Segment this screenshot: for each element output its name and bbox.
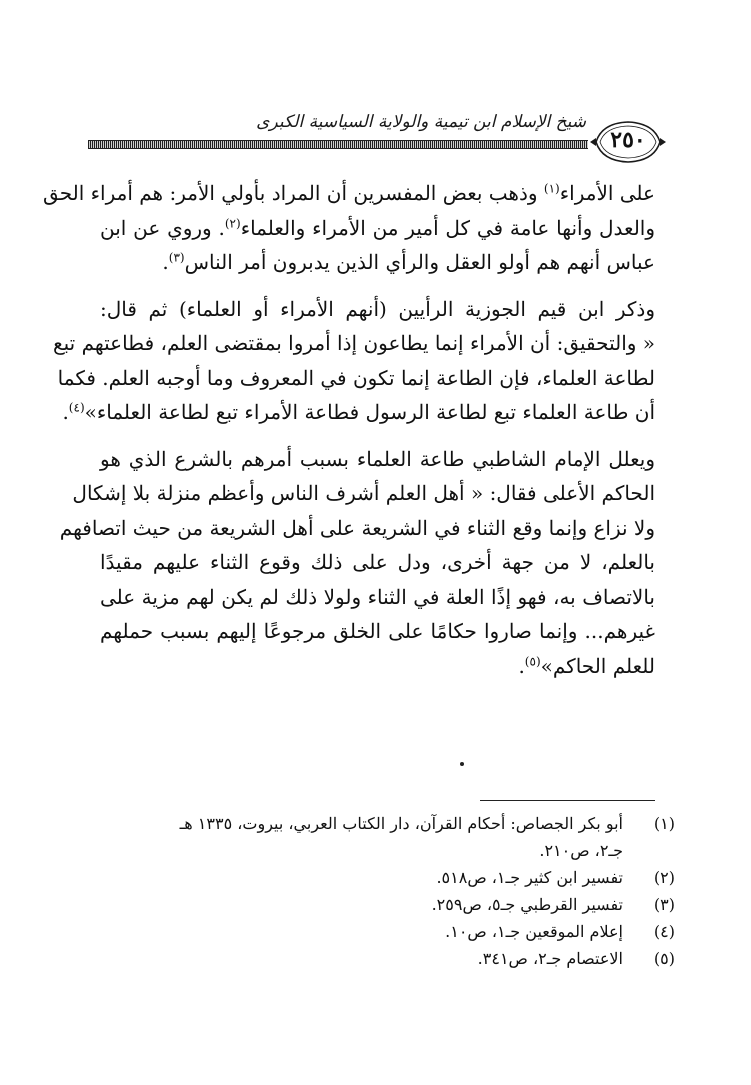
- footnote-ref: (٣): [168, 250, 185, 265]
- body-line: ويعلل الإمام الشاطبي طاعة العلماء بسبب أمرهم بالشرع الذي هو: [100, 446, 655, 471]
- paragraph-3: [59, 442, 655, 684]
- body-line: للعلم الحاكم»$^{(٥)}$.: [518, 653, 655, 678]
- body-line: غيرهم... وإنما صاروا حكامًا على الخلق مرجوعًا إليهم بسبب حملهم: [100, 619, 655, 643]
- body-line: على الأمراء$^{(١)}$ وذهب بعض المفسرين أن المراد بأولي الأمر: هم أمراء الحق: [43, 181, 655, 205]
- footnote-text: الاعتصام جـ٢، ص٣٤١.: [477, 949, 623, 968]
- footnotes: [95, 810, 675, 972]
- footnote-number: (٣): [653, 895, 675, 914]
- footnote-ref: (٢): [224, 215, 241, 230]
- footnote-text: أبو بكر الجصاص: أحكام القرآن، دار الكتاب العربي، بيروت، ١٣٣٥ هـ: [179, 814, 623, 833]
- body-line: لطاعة العلماء، فإن الطاعة إنما تكون في المعروف وما أوجبه العلم. فكما: [57, 365, 655, 390]
- body-line: بالاتصاف به، فهو إذًا العلة في الثناء ولولا ذلك لم يكن لهم مزية على: [100, 584, 655, 609]
- footnote-text: تفسير ابن كثير جـ١، ص٥١٨.: [436, 868, 623, 887]
- footnote-number: (١): [653, 814, 675, 833]
- page-number: ٢٥٠: [610, 127, 646, 153]
- header-rule: [88, 140, 588, 149]
- print-speck: [460, 762, 464, 766]
- paragraph-1: [43, 176, 655, 280]
- body-line: ولا نزاع وإنما وقع الثناء في الشريعة على أهل الشريعة من حيث اتصافهم: [59, 515, 655, 540]
- body-line: وذكر ابن قيم الجوزية الرأيين (أنهم الأمراء أو العلماء) ثم قال:: [100, 296, 655, 321]
- body-line: والعدل وأنها عامة في كل أمير من الأمراء والعلماء$^{(٢)}$. وروي عن ابن: [100, 215, 655, 240]
- page-number-ornament: [588, 117, 668, 167]
- body-line: « والتحقيق: أن الأمراء إنما يطاعون إذا أمروا بمقتضى العلم، فطاعتهم تبع: [52, 331, 655, 355]
- paragraph-2: [52, 292, 655, 430]
- footnote-5: [95, 945, 675, 972]
- body-text: [43, 176, 655, 695]
- footnote-number: (٢): [653, 868, 675, 887]
- footnote-2: [95, 864, 675, 891]
- body-line: بالعلم، لا من جهة أخرى، ودل على ذلك وقوع الثناء عليهم مقيدًا: [100, 550, 655, 574]
- body-line: الحاكم الأعلى فقال: « أهل العلم أشرف الناس وأعظم منزلة بلا إشكال: [72, 481, 655, 505]
- footnote-3: [95, 891, 675, 918]
- footnote-ref: (١): [543, 181, 560, 196]
- running-title: شيخ الإسلام ابن تيمية والولاية السياسية الكبرى: [256, 112, 586, 132]
- footnote-separator: [480, 800, 655, 801]
- footnote-text: تفسير القرطبي جـ٥، ص٢٥٩.: [431, 895, 623, 914]
- footnote-continuation: جـ٢، ص٢١٠.: [539, 841, 623, 860]
- body-line: عباس أنهم هم أولو العقل والرأي الذين يدبرون أمر الناس$^{(٣)}$.: [162, 250, 655, 274]
- footnote-1: [95, 810, 675, 864]
- body-line: أن طاعة العلماء تبع لطاعة الرسول فطاعة الأمراء تبع لطاعة العلماء»$^{(٤)}$.: [62, 400, 655, 424]
- footnote-text: إعلام الموقعين جـ١، ص١٠.: [445, 922, 623, 941]
- footnote-ref: (٤): [68, 400, 85, 415]
- footnote-ref: (٥): [524, 653, 541, 668]
- footnote-4: [95, 918, 675, 945]
- footnote-number: (٥): [653, 949, 675, 968]
- footnote-number: (٤): [653, 922, 675, 941]
